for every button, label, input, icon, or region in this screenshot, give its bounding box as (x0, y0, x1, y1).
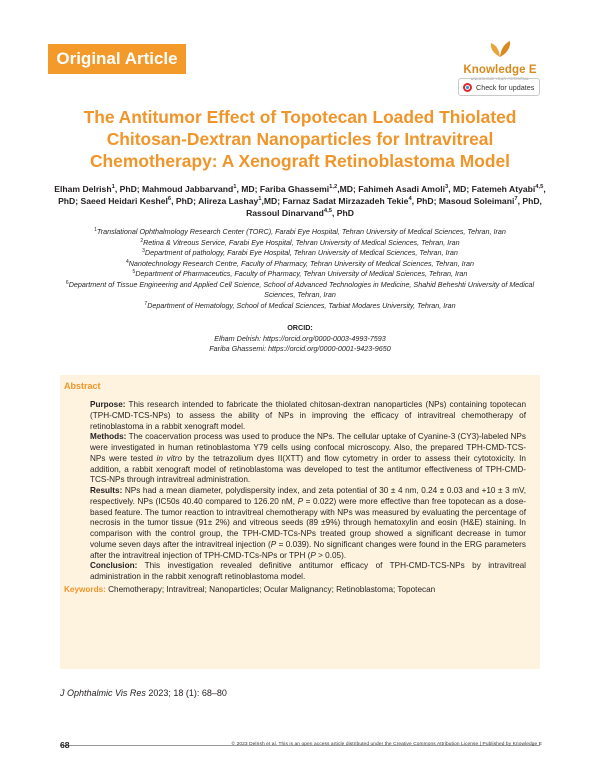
author-name: Farnaz Sadat Mirzazadeh Tekie (282, 196, 409, 206)
abstract-results: Results: NPs had a mean diameter, polydispersity index, and zeta potential of 30 ± 4 nm, 0.24 ± 0.03 and +10 ± 3 mV, respectively. NPs (IC50s 40.40 compared to 126.20 nM, P = 0.022) were more effective than free topotecan as a dose-based feature. The tumor reaction to intravitreal chemotherapy with NPs was measured by evaluating the percentage of necrosis in the tumor tissue (91± 2%) and vitreous seeds (89 ±9%) through hematoxylin and eosin (H&E) staining. In comparison with the control group, the TPH-CMD-TCs-NPs treated group showed a significant decrease in tumor volume seven days after the intravitreal injection (P = 0.039). No significant changes were found in the ERG parameters after the intravitreal injection of TPH-CMD-TCs-NPs or TPH (P > 0.05). (90, 486, 527, 560)
author-affiliation-marker: 4,5 (323, 208, 332, 214)
author-affiliation-marker: 4,5 (535, 184, 544, 190)
author-affiliation-marker: 6 (167, 196, 172, 202)
author-degree: , PhD; (411, 196, 439, 206)
license-footer: © 2023 Delrish et al. This is an open access article distributed under the Creative Commons Attribution License | Published by Knowledge E (231, 742, 542, 747)
publisher-name: Knowledge E (463, 64, 537, 76)
publisher-logo[interactable] (450, 40, 550, 81)
author-degree: , PhD; (58, 184, 546, 206)
leaf-logo-icon (487, 40, 513, 58)
author-affiliation-marker: 1 (233, 184, 237, 190)
author-affiliation-marker: 3 (444, 184, 449, 190)
check-for-updates-button[interactable] (458, 78, 540, 96)
author-name: Masoud Soleimani (438, 196, 515, 206)
author-name: Mahmoud Jabbarvand (142, 184, 234, 194)
author-name: Saeed Heidari Keshel (80, 196, 168, 206)
author-affiliation-marker: 1,2 (329, 184, 338, 190)
affiliation-item: $^4$Nanotechnology Research Centre, Faculty of Pharmacy, Tehran University of Medical Sciences, Tehran, Iran (125, 258, 475, 268)
author-name: Alireza Lashay (198, 196, 259, 206)
orcid-link[interactable]: Fariba Ghassemi: https://orcid.org/0000-0001-9423-9650 (209, 344, 391, 353)
author-name: Elham Delrish (54, 184, 112, 194)
author-degree: , MD; (236, 184, 260, 194)
check-for-updates-label: Check for updates (476, 82, 535, 92)
orcid-link[interactable]: Elham Delrish: https://orcid.org/0000-0003-4993-7593 (214, 333, 386, 343)
orcid-block (52, 323, 548, 355)
affiliation-item: $^1$Translational Ophthalmology Research Center (TORC), Farabi Eye Hospital, Tehran University of Medical Sciences, Tehran, Iran (94, 227, 506, 236)
author-degree: , PhD (331, 208, 354, 218)
author-degree: , PhD; (114, 184, 143, 194)
abstract-box (60, 375, 540, 669)
author-affiliation-marker: 1 (258, 196, 262, 202)
author-name: Fahimeh Asadi Amoli (358, 184, 445, 194)
publisher-tagline: UNLOCKING YOUR POTENTIAL (470, 77, 530, 81)
crossmark-icon (463, 83, 472, 92)
author-degree: ,MD; (337, 184, 359, 194)
orcid-heading: ORCID: (287, 323, 313, 332)
abstract-conclusion: Conclusion: This investigation revealed definitive antitumor efficacy of TPH-CMD-TCS-NPs by intravitreal administration in the rabbit xenograft retinoblastoma model. (90, 561, 526, 581)
author-name: Fariba Ghassemi (259, 184, 330, 194)
citation-line: J Ophthalmic Vis Res 2023; 18 (1): 68–80 (60, 688, 227, 698)
abstract-methods: Methods: The coacervation process was used to produce the NPs. The cellular uptake of Cyanine-3 (CY3)-labeled NPs were investigated in human retinoblastoma Y79 cells using confocal microscopy. Also, the prepared TPH-CMD-TCS-NPs were tested in vitro by the tetrazolium dyes II(XTT) and flow cytometry in order to assess their cytotoxicity. In addition, a rabbit xenograft model of retinoblastoma was developed to test the antitumor effectiveness of TPH-CMD-TCS-NPs through intravitreal administration. (90, 432, 526, 485)
author-degree: ,MD; (261, 196, 283, 206)
keywords: Keywords: Chemotherapy; Intravitreal; Nanoparticles; Ocular Malignancy; Retinoblastoma; Topotecan (64, 584, 436, 594)
author-degree: , MD; (448, 184, 472, 194)
author-name: Fatemeh Atyabi (471, 184, 536, 194)
author-degree: , PhD; (171, 196, 199, 206)
affiliation-item: $^5$Department of Pharmaceutics, Faculty of Pharmacy, Tehran University of Medical Sciences, Tehran, Iran (132, 269, 468, 278)
author-degree: , PhD, (517, 196, 542, 206)
affiliation-item: $^6$Department of Tissue Engineering and Applied Cell Science, School of Advanced Technologies in Medicine, Shahid Beheshti University of Medical Sciences, Tehran, Iran (65, 279, 535, 299)
author-affiliation-marker: 7 (514, 196, 518, 202)
article-type-badge: Original Article (48, 44, 186, 74)
author-affiliation-marker: 1 (111, 184, 115, 190)
affiliation-item: $^7$Department of Hematology, School of Medical Sciences, Tarbiat Modares University, Tehran, Iran (144, 300, 456, 310)
author-list (52, 183, 548, 219)
affiliation-list (52, 227, 548, 311)
author-affiliation-marker: 4 (408, 196, 412, 202)
author-name: Rassoul Dinarvand (246, 208, 324, 218)
abstract-purpose: Purpose: This research intended to fabricate the thiolated chitosan-dextran nanoparticles (NPs) containing topotecan (TPH-CMD-TCS-NPs) to assess the ability of NPs in improving the efficacy of intravitreal chemotherapy of retinoblastoma in a rabbit xenograft model. (90, 400, 526, 431)
abstract-heading: Abstract (64, 381, 101, 391)
affiliation-item: $^3$Department of pathology, Farabi Eye Hospital, Tehran University of Medical Sciences, Tehran, Iran (142, 248, 458, 257)
abstract-body (90, 400, 526, 583)
page-number: 68 (60, 740, 70, 750)
article-title: The Antitumor Effect of Topotecan Loaded Thiolated Chitosan-Dextran Nanoparticles for Intravitreal Chemotherapy: A Xenograft Retinoblastoma Model (83, 107, 517, 171)
affiliation-item: $^2$Retina & Vitreous Service, Farabi Eye Hospital, Tehran University of Medical Sciences, Tehran, Iran (140, 237, 460, 247)
